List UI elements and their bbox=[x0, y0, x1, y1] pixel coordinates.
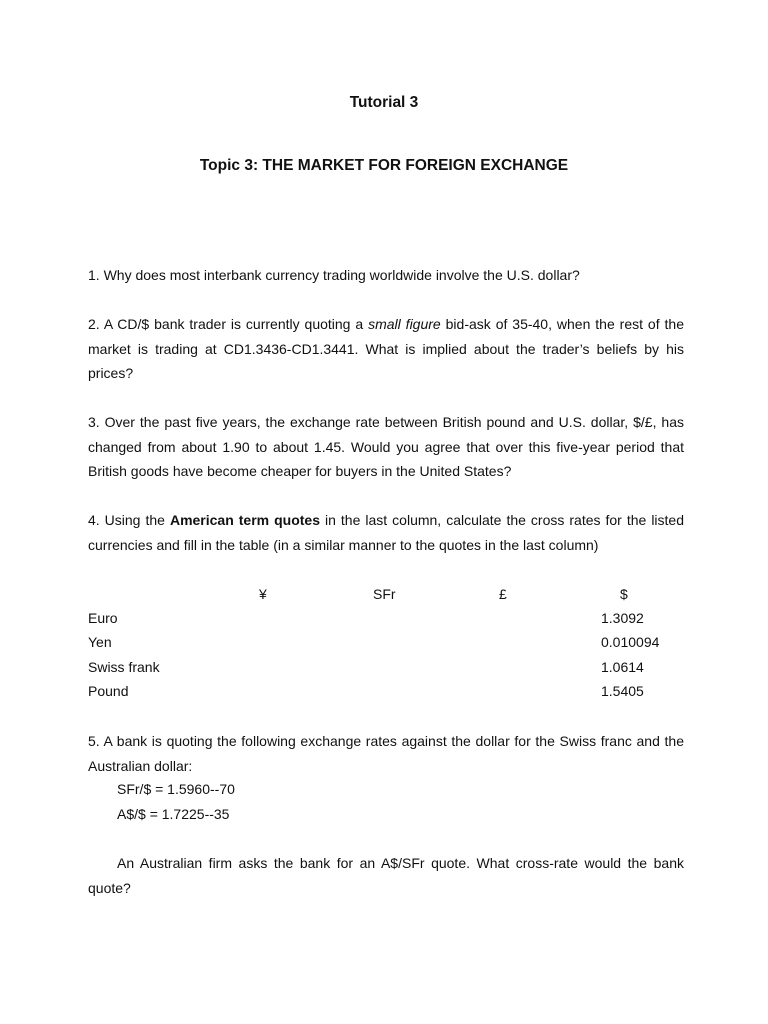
table-header-dollar: $ bbox=[620, 586, 628, 602]
question-5-rate-aud: A$/$ = 1.7225--35 bbox=[117, 806, 230, 822]
question-4-text-start: 4. Using the bbox=[88, 512, 170, 528]
table-row-label: Pound bbox=[88, 683, 129, 699]
question-1: 1. Why does most interbank currency trading worldwide involve the U.S. dollar? bbox=[88, 267, 580, 283]
table-row-label: Yen bbox=[88, 634, 112, 650]
table-header-pound: £ bbox=[499, 586, 507, 602]
table-cell-usd: 1.0614 bbox=[601, 659, 644, 675]
question-5-followup: An Australian firm asks the bank for an A$/SFr quote. What cross-rate would the bank quote? bbox=[88, 855, 684, 896]
table-row-label: Swiss frank bbox=[88, 659, 160, 675]
question-2-text-start: 2. A CD/$ bank trader is currently quoting a bbox=[88, 316, 369, 332]
question-4-text-end: in the last column, calculate the cross rates for the listed currencies and fill in the table (in a similar manner to the quotes in the last column) bbox=[88, 512, 684, 553]
table-header-yen: ¥ bbox=[259, 586, 267, 602]
document-title: Tutorial 3 bbox=[349, 94, 419, 111]
question-2-italic-term: small figure bbox=[368, 316, 441, 332]
question-4 bbox=[88, 508, 684, 557]
question-5-rate-sfr: SFr/$ = 1.5960--70 bbox=[117, 781, 235, 797]
table-row-label: Euro bbox=[88, 610, 118, 626]
question-2 bbox=[88, 312, 684, 386]
topic-heading: Topic 3: THE MARKET FOR FOREIGN EXCHANGE bbox=[199, 157, 569, 174]
question-2-text-end: bid-ask of 35-40, when the rest of the market is trading at CD1.3436-CD1.3441. What is implied about the trader’s beliefs by his prices? bbox=[88, 316, 684, 381]
question-5-intro: 5. A bank is quoting the following exchange rates against the dollar for the Swiss franc and the Australian dollar: bbox=[88, 733, 684, 774]
table-cell-usd: 0.010094 bbox=[601, 634, 660, 650]
table-cell-usd: 1.5405 bbox=[601, 683, 644, 699]
question-4-bold-term: American term quotes bbox=[169, 512, 321, 528]
table-header-sfr: SFr bbox=[373, 586, 396, 602]
question-3: 3. Over the past five years, the exchange rate between British pound and U.S. dollar, $/£, has changed from about 1.90 to about 1.45. Would you agree that over this five-year period that British goods have become cheaper for buyers in the United States? bbox=[88, 414, 684, 479]
table-cell-usd: 1.3092 bbox=[601, 610, 644, 626]
